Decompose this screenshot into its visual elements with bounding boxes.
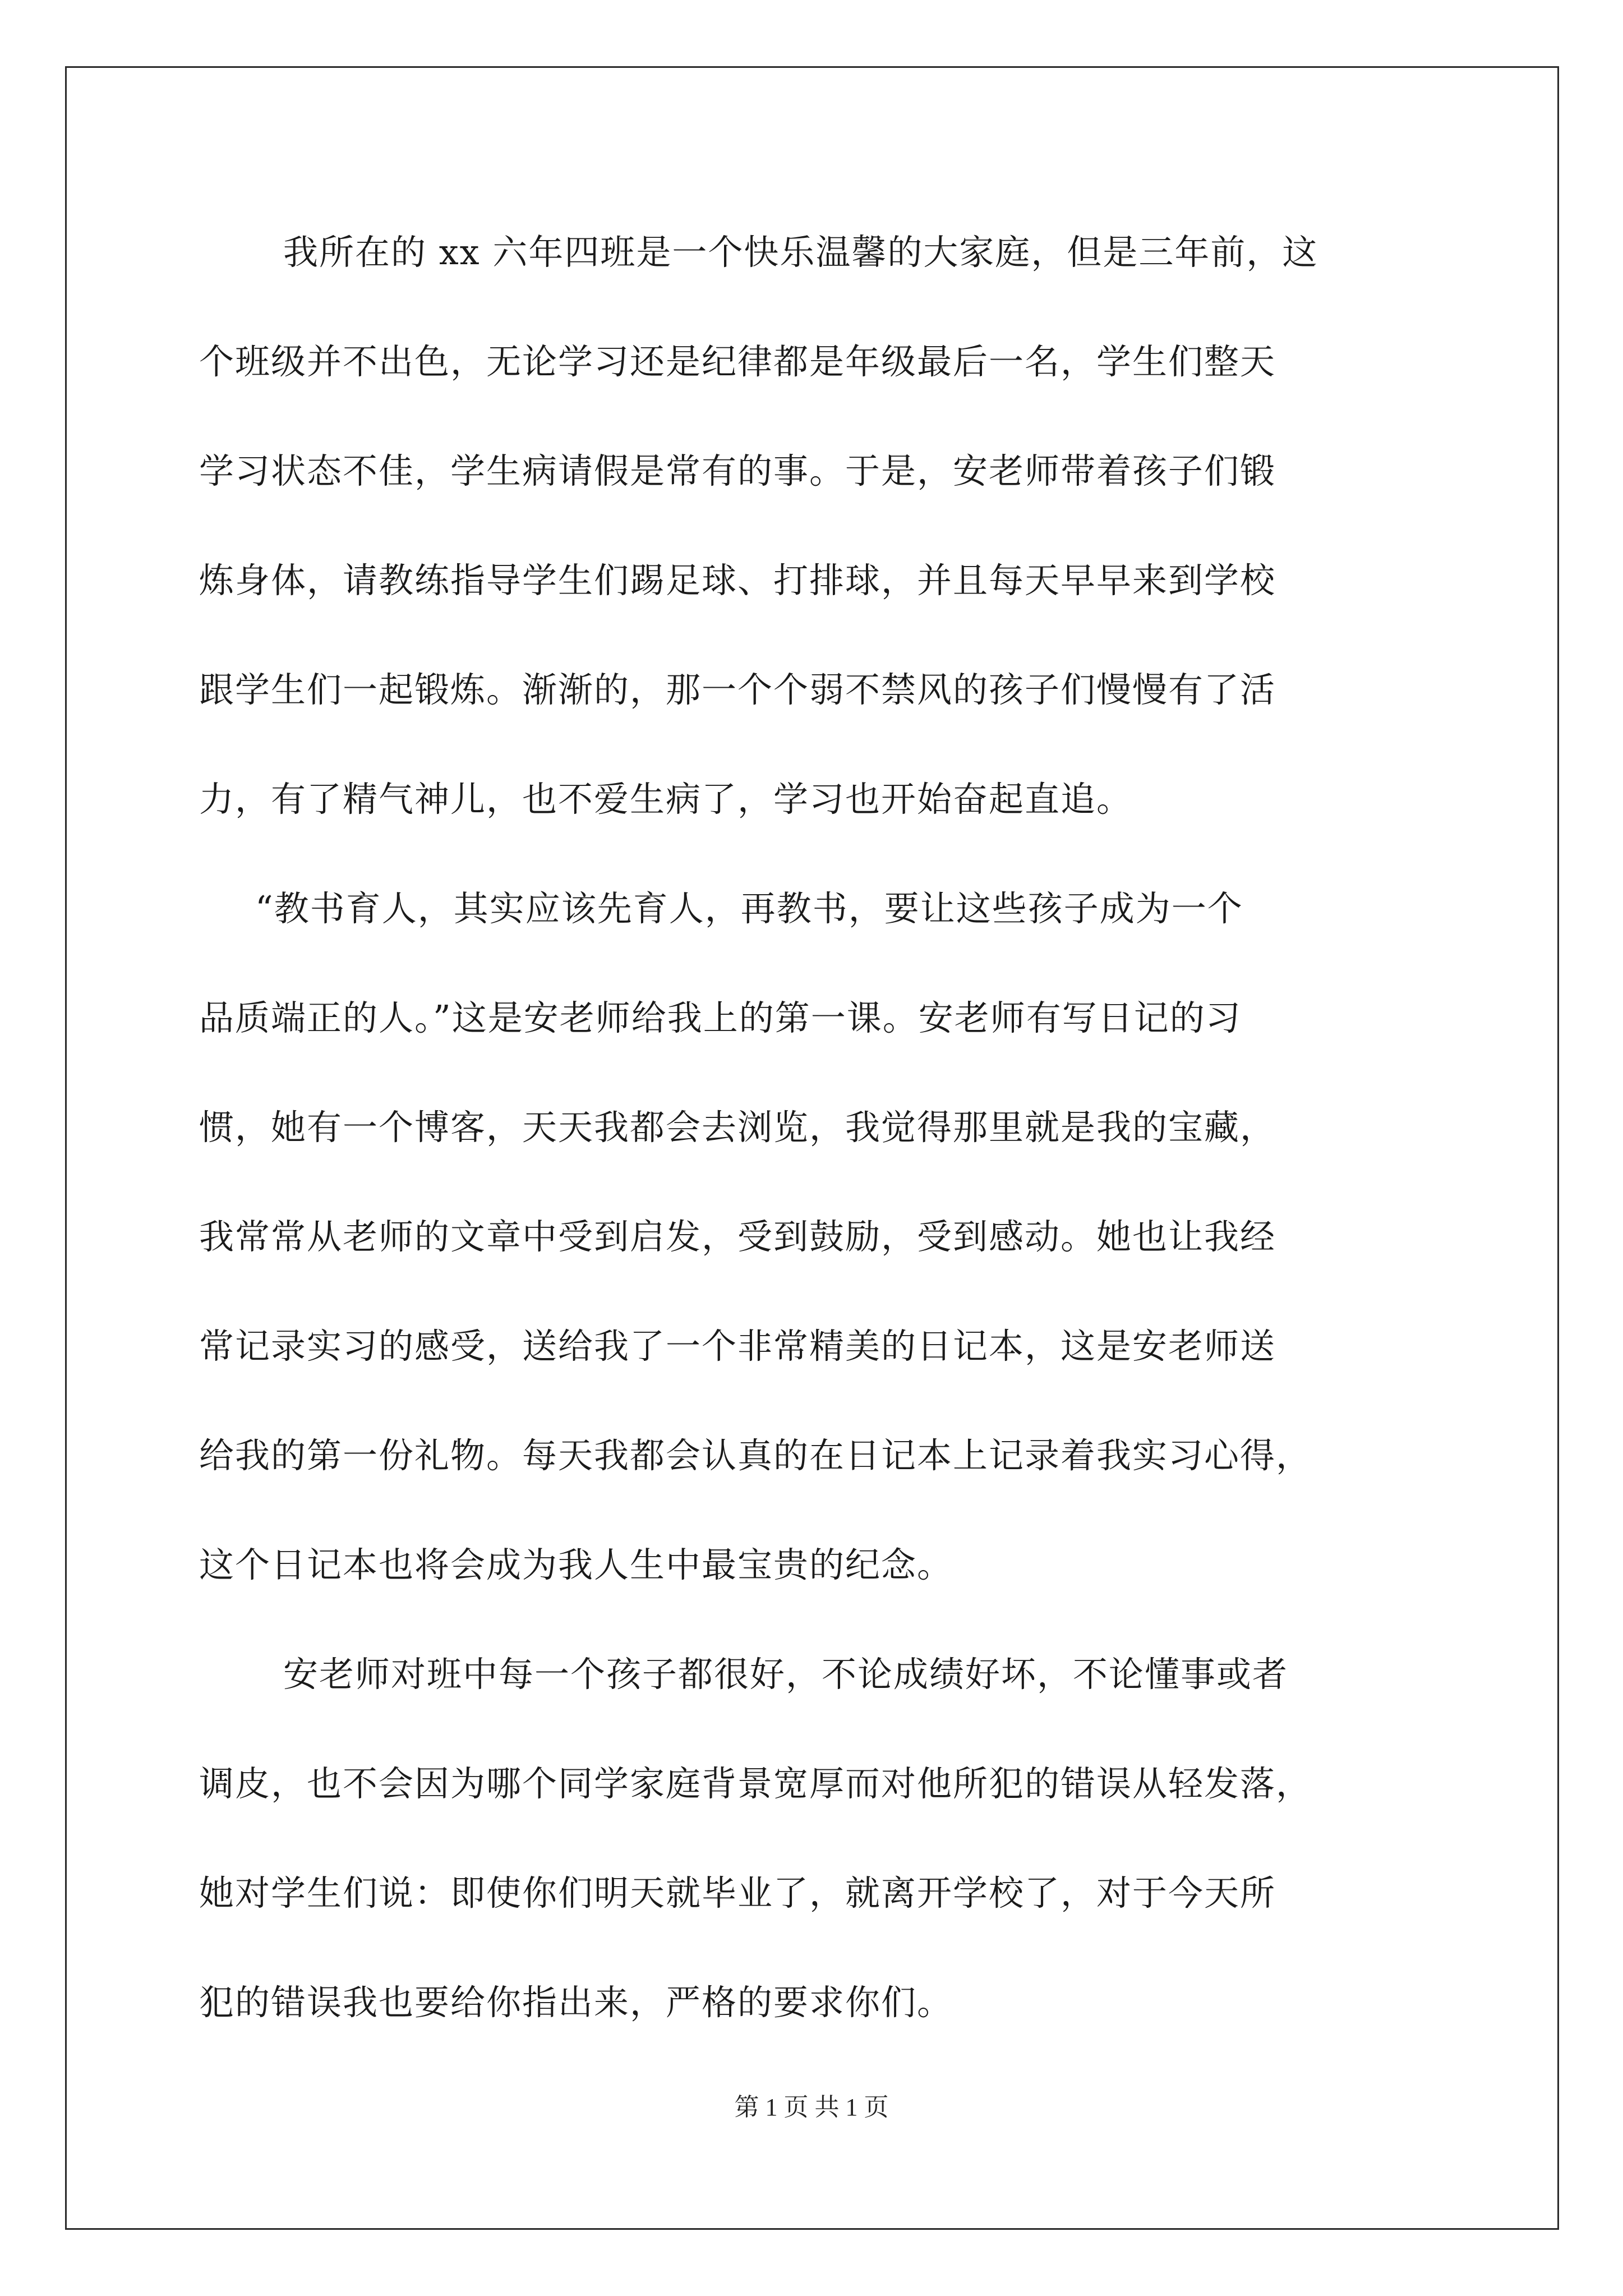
paragraph-2-line-5: 常记录实习的感受，送给我了一个非常精美的日记本，这是安老师送	[199, 1326, 1276, 1366]
paragraph-1-line-4: 炼身体，请教练指导学生们踢足球、打排球，并且每天早早来到学校	[199, 560, 1276, 601]
paragraph-2-line-6: 给我的第一份礼物。每天我都会认真的在日记本上记录着我实习心得，	[199, 1435, 1312, 1476]
paragraph-1-line-6: 力，有了精气神儿，也不爱生病了，学习也开始奋起直追。	[199, 779, 1133, 820]
paragraph-3-line-2: 调皮，也不会因为哪个同学家庭背景宽厚而对他所犯的错误从轻发落，	[199, 1763, 1312, 1804]
paragraph-2-line-3: 惯，她有一个博客，天天我都会去浏览，我觉得那里就是我的宝藏，	[199, 1107, 1276, 1148]
paragraph-1-line-2: 个班级并不出色，无论学习还是纪律都是年级最后一名，学生们整天	[199, 341, 1276, 382]
paragraph-2-line-7: 这个日记本也将会成为我人生中最宝贵的纪念。	[199, 1544, 953, 1585]
paragraph-3-line-3: 她对学生们说：即使你们明天就毕业了，就离开学校了，对于今天所	[199, 1872, 1276, 1913]
paragraph-1-line-5: 跟学生们一起锻炼。渐渐的，那一个个弱不禁风的孩子们慢慢有了活	[199, 669, 1276, 710]
paragraph-2-line-4: 我常常从老师的文章中受到启发，受到鼓励，受到感动。她也让我经	[199, 1216, 1276, 1257]
paragraph-3-line-4: 犯的错误我也要给你指出来，严格的要求你们。	[199, 1982, 953, 2023]
page-number-footer: 第 1 页 共 1 页	[734, 2093, 889, 2121]
document-body	[199, 197, 1444, 2057]
paragraph-1-line-1: 我所在的 xx 六年四班是一个快乐温馨的大家庭，但是三年前，这	[283, 232, 1318, 273]
paragraph-2-line-2: 品质端正的人。”这是安老师给我上的第一课。安老师有写日记的习	[199, 997, 1242, 1038]
paragraph-1-line-3: 学习状态不佳，学生病请假是常有的事。于是，安老师带着孩子们锻	[199, 450, 1276, 491]
paragraph-3-line-1: 安老师对班中每一个孩子都很好，不论成绩好坏，不论懂事或者	[283, 1654, 1289, 1695]
paragraph-2-line-1: “教书育人，其实应该先育人，再教书，要让这些孩子成为一个	[255, 888, 1243, 929]
